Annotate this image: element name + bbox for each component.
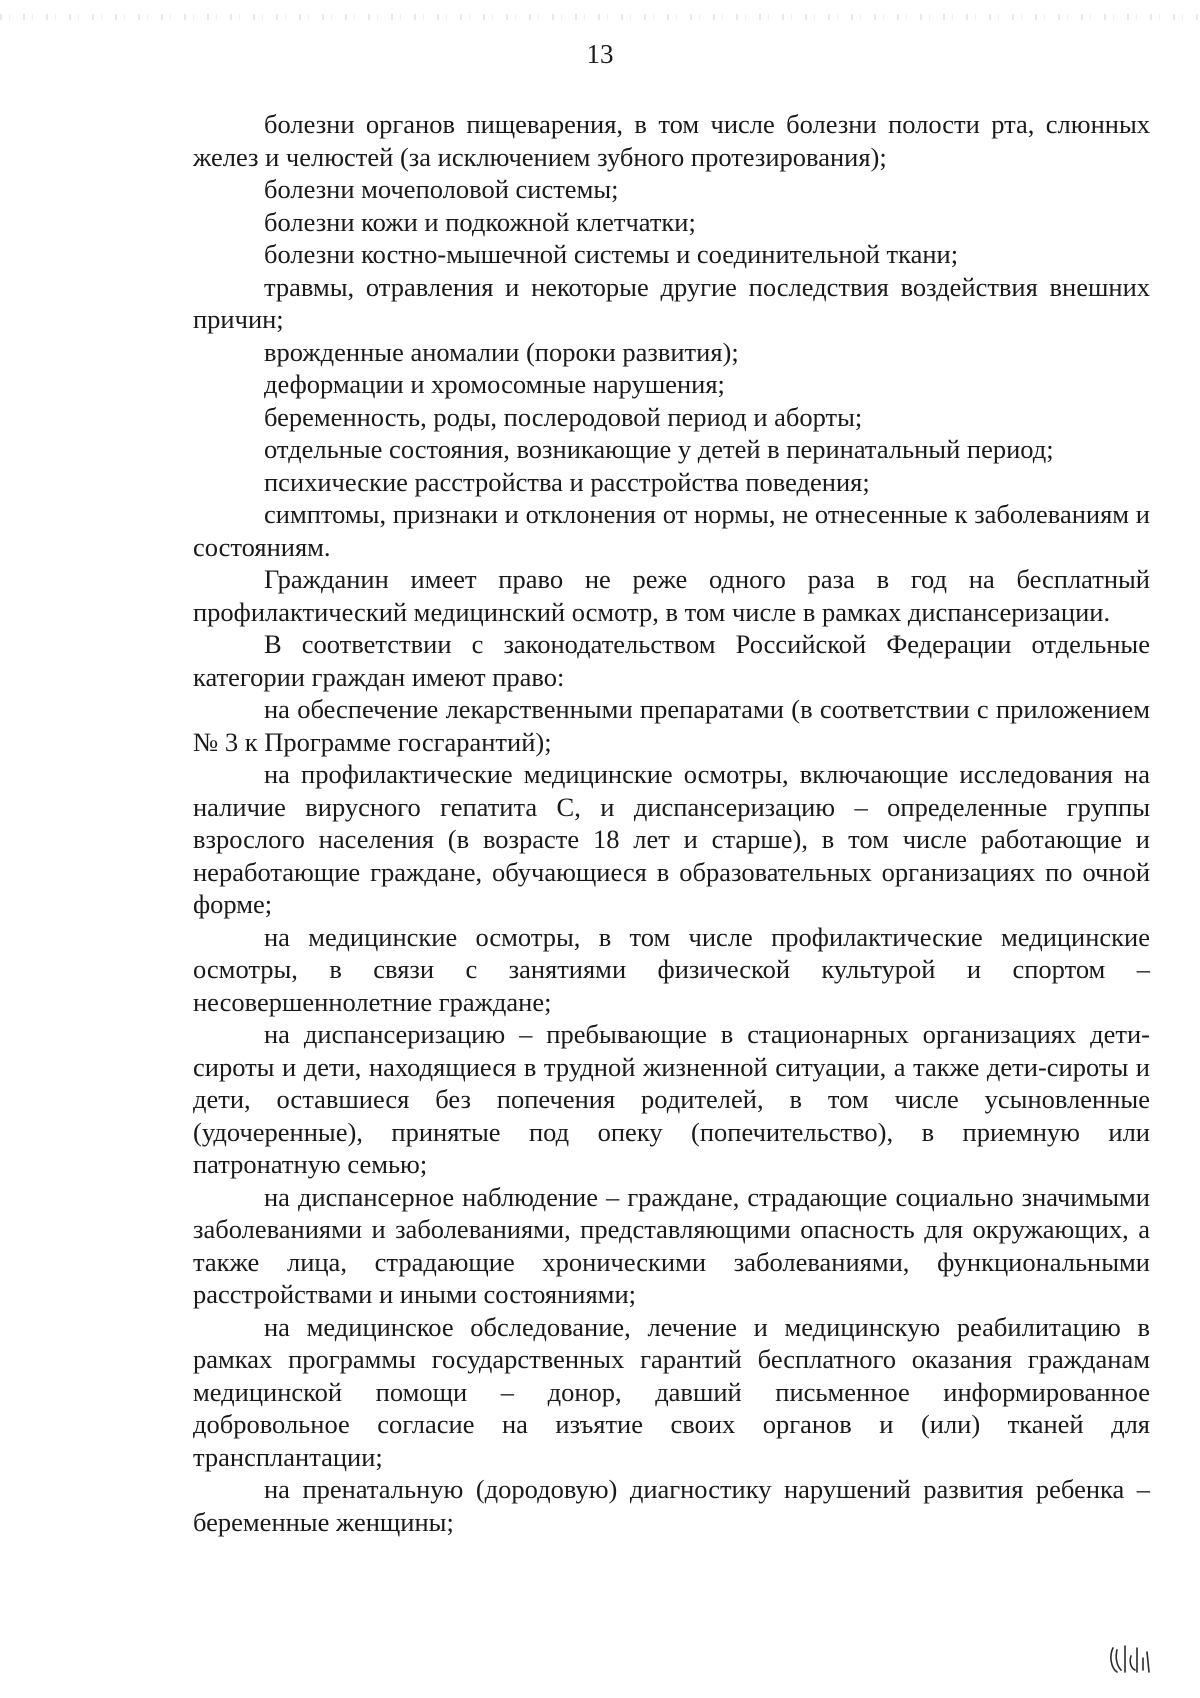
paragraph: врожденные аномалии (пороки развития); — [264, 336, 739, 367]
paragraph: болезни костно-мышечной системы и соединительной ткани; — [264, 239, 959, 269]
paragraph: отдельные состояния, возникающие у детей в перинатальный период; — [264, 434, 1054, 464]
paragraph: Гражданин имеет право не реже одного раза в год на бесплатный профилактический медицинский осмотр, в том числе в рамках диспансеризации. — [193, 564, 1150, 627]
page-number: 13 — [586, 39, 614, 69]
paragraph: деформации и хромосомные нарушения; — [264, 369, 725, 399]
scan-noise-strip — [0, 14, 1200, 20]
document-body — [193, 108, 1150, 1538]
paragraph: симптомы, признаки и отклонения от нормы, не отнесенные к заболеваниям и состояниям. — [193, 499, 1150, 562]
paragraph: на профилактические медицинские осмотры, включающие исследования на наличие вирусного гепатита С, и диспансеризацию – определенные группы взрослого населения (в возрасте 18 лет и старше), в том числе работающие и неработающие граждане, обучающиеся в образовательных организациях по очной форме; — [193, 759, 1150, 919]
paragraph: болезни мочеполовой системы; — [264, 174, 619, 204]
paragraph: болезни органов пищеварения, в том числе болезни полости рта, слюнных желез и челюстей (за исключением зубного протезирования); — [193, 109, 1150, 172]
paragraph: на обеспечение лекарственными препаратами (в соответствии с приложением № 3 к Программе госгарантий); — [193, 694, 1150, 757]
handwritten-initials — [1107, 1642, 1155, 1676]
paragraph: В соответствии с законодательством Российской Федерации отдельные категории граждан имеют право: — [193, 629, 1150, 692]
paragraph: на пренатальную (дородовую) диагностику нарушений развития ребенка – беременные женщины; — [193, 1474, 1150, 1537]
paragraph: болезни кожи и подкожной клетчатки; — [264, 206, 696, 237]
paragraph: на медицинское обследование, лечение и медицинскую реабилитацию в рамках программы государственных гарантий бесплатного оказания гражданам медицинской помощи – донор, давший письменное информированное добровольное согласие на изъятие своих органов и (или) тканей для трансплантации; — [193, 1311, 1150, 1472]
paragraph: травмы, отравления и некоторые другие последствия воздействия внешних причин; — [193, 271, 1150, 334]
paragraph: беременность, роды, послеродовой период и аборты; — [264, 401, 863, 432]
paragraph: на диспансерное наблюдение – граждане, страдающие социально значимыми заболеваниями и заболеваниями, представляющими опасность для окружающих, а также лица, страдающие хроническими заболеваниями, функциональными расстройствами и иными состояниями; — [193, 1181, 1150, 1309]
paragraph: психические расстройства и расстройства поведения; — [264, 466, 870, 497]
paragraph: на медицинские осмотры, в том числе профилактические медицинские осмотры, в связи с занятиями физической культурой и спортом – несовершеннолетние граждане; — [193, 921, 1150, 1017]
paragraph: на диспансеризацию – пребывающие в стационарных организациях дети-сироты и дети, находящиеся в трудной жизненной ситуации, а также дети-сироты и дети, оставшиеся без попечения родителей, в том числе усыновленные (удочеренные), принятые под опеку (попечительство), в приемную или патронатную семью; — [193, 1019, 1150, 1179]
